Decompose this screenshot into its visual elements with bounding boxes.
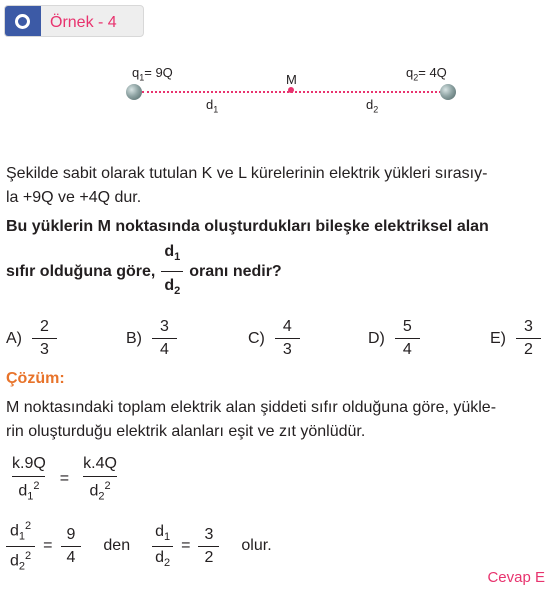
option-c-fraction: $\frac{4}{3}$: [275, 318, 300, 359]
eq1-left-fraction: $\frac{k.9Q}{d_1^2}$: [12, 455, 46, 503]
option-c[interactable]: C) $\frac{4}{3}$: [248, 318, 300, 359]
sphere-k: [126, 84, 142, 100]
question-line-2: la +9Q ve +4Q dur.: [6, 189, 142, 206]
point-m: [288, 87, 294, 93]
d2-label: $d_2$: [366, 97, 379, 115]
eq2-value-fraction: $\frac{9}{4}$: [61, 526, 82, 567]
charges-figure: [120, 55, 460, 125]
eq2-left-fraction: $\frac{d_1^2}{d_2^2}$: [6, 520, 35, 572]
solution-line-1: M noktasındaki toplam elektrik alan şiddeti sıfır olduğuna göre, yükle-: [6, 399, 497, 416]
question-bold-text-a: sıfır olduğuna göre,: [6, 262, 156, 280]
solution-line-2: rin oluşturduğu elektrik alanları eşit ve zıt yönlüdür.: [6, 423, 366, 440]
answer-label: Cevap E: [487, 569, 545, 586]
header-icon-box: [5, 6, 41, 37]
equation-2: $\frac{d_1^2}{d_2^2}$ = $\frac{9}{4}$ den $\frac{d_1}{d_2}$ = $\frac{3}{2}$ olur.: [6, 520, 272, 572]
option-b[interactable]: B) $\frac{3}{4}$: [126, 318, 177, 359]
point-m-label: M: [286, 72, 297, 87]
sphere-l: [440, 84, 456, 100]
option-b-fraction: $\frac{3}{4}$: [152, 318, 177, 359]
question-line-1: Şekilde sabit olarak tutulan K ve L kürelerinin elektrik yükleri sırasıy-: [6, 165, 488, 182]
q2-label: $q_2= 4Q$: [406, 65, 447, 83]
option-d-fraction: $\frac{5}{4}$: [395, 318, 420, 359]
question-bold-text-b: oranı nedir?: [189, 262, 282, 280]
option-e[interactable]: E) $\frac{3}{2}$: [490, 318, 541, 359]
option-a-fraction: $\frac{2}{3}$: [32, 318, 57, 359]
q1-label: $q_1= 9Q$: [132, 65, 173, 83]
solution-heading: Çözüm:: [6, 370, 65, 387]
option-d[interactable]: D) $\frac{5}{4}$: [368, 318, 420, 359]
eq1-right-fraction: $\frac{k.4Q}{d_2^2}$: [83, 455, 117, 503]
equation-1: $\frac{k.9Q}{d_1^2}$ = $\frac{k.4Q}{d_2^2}$: [6, 455, 123, 503]
eq2-result-fraction: $\frac{3}{2}$: [198, 526, 219, 567]
ratio-fraction: $\frac{d_1}{d_2}$: [161, 240, 183, 303]
example-header: [4, 5, 144, 37]
question-bold-line-2: [6, 240, 282, 303]
example-title: Örnek - 4: [50, 14, 117, 31]
option-a[interactable]: A) $\frac{2}{3}$: [6, 318, 57, 359]
question-bold-line-1: Bu yüklerin M noktasında oluşturdukları bileşke elektriksel alan: [6, 218, 489, 235]
eq2-ratio-fraction: $\frac{d_1}{d_2}$: [152, 523, 173, 568]
option-e-fraction: $\frac{3}{2}$: [516, 318, 541, 359]
circle-icon: [15, 14, 30, 29]
d1-label: $d_1$: [206, 97, 219, 115]
